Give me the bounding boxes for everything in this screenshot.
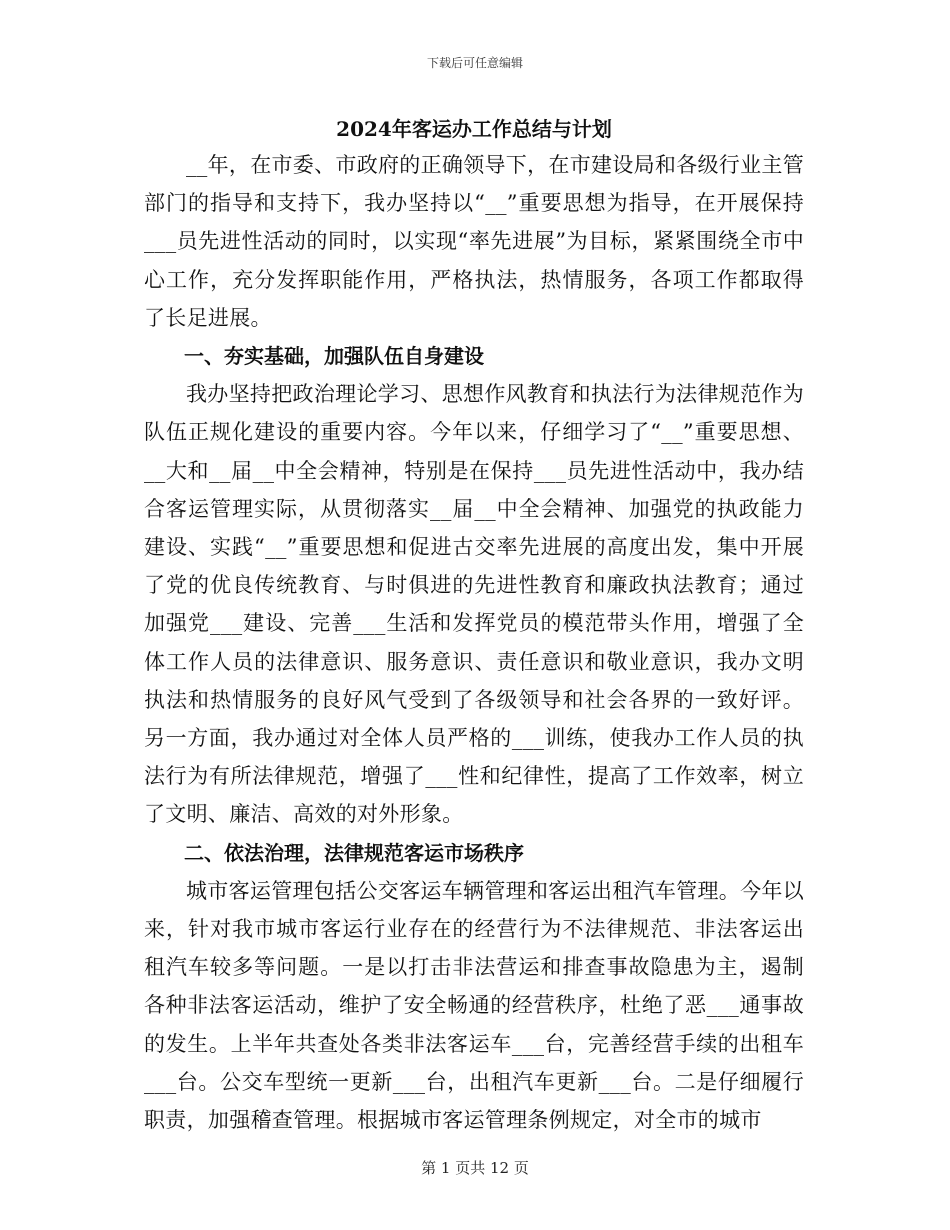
section-1-body: 我办坚持把政治理论学习、思想作风教育和执法行为法律规范作为队伍正规化建设的重要内容。今年以来，仔细学习了“__”重要思想、__大和__届__中全会精神，特别是在保持___员先进性活动中，我办结合客运管理实际，从贯彻落实__届__中全会精神、加强党的执政能力建设、实践“__”重要思想和促进古交率先进展的高度出发，集中开展了党的优良传统教育、与时俱进的先进性教育和廉政执法教育；通过加强党___建设、完善___生活和发挥党员的模范带头作用，增强了全体工作人员的法律意识、服务意识、责任意识和敬业意识，我办文明执法和热情服务的良好风气受到了各级领导和社会各界的一致好评。另一方面，我办通过对全体人员严格的___训练，使我办工作人员的执法行为有所法律规范，增强了___性和纪律性，提高了工作效率，树立了文明、廉洁、高效的对外形象。 <box>144 382 804 827</box>
page-header: 下载后可任意编辑 <box>426 56 523 70</box>
page-footer: 第 1 页共 12 页 <box>421 1159 529 1177</box>
document-content <box>144 112 804 1139</box>
section-2-heading: 二、依法治理，法律规范客运市场秩序 <box>184 840 524 865</box>
document-title: 2024年客运办工作总结与计划 <box>336 117 612 141</box>
section-2-body: 城市客运管理包括公交客运车辆管理和客运出租汽车管理。今年以来，针对我市城市客运行业存在的经营行为不法律规范、非法客运出租汽车较多等问题。一是以打击非法营运和排查事故隐患为主，遏制各种非法客运活动，维护了安全畅通的经营秩序，杜绝了恶___通事故的发生。上半年共查处各类非法客运车___台，完善经营手续的出租车___台。公交车型统一更新___台，出租汽车更新___台。二是仔细履行职责，加强稽查管理。根据城市客运管理条例规定，对全市的城市 <box>144 878 804 1133</box>
intro-paragraph: __年，在市委、市政府的正确领导下，在市建设局和各级行业主管部门的指导和支持下，我办坚持以“__”重要思想为指导，在开展保持___员先进性活动的同时，以实现“率先进展”为目标，紧紧围绕全市中心工作，充分发挥职能作用，严格执法，热情服务，各项工作都取得了长足进展。 <box>144 153 804 330</box>
section-1-heading: 一、夯实基础，加强队伍自身建设 <box>184 344 484 369</box>
